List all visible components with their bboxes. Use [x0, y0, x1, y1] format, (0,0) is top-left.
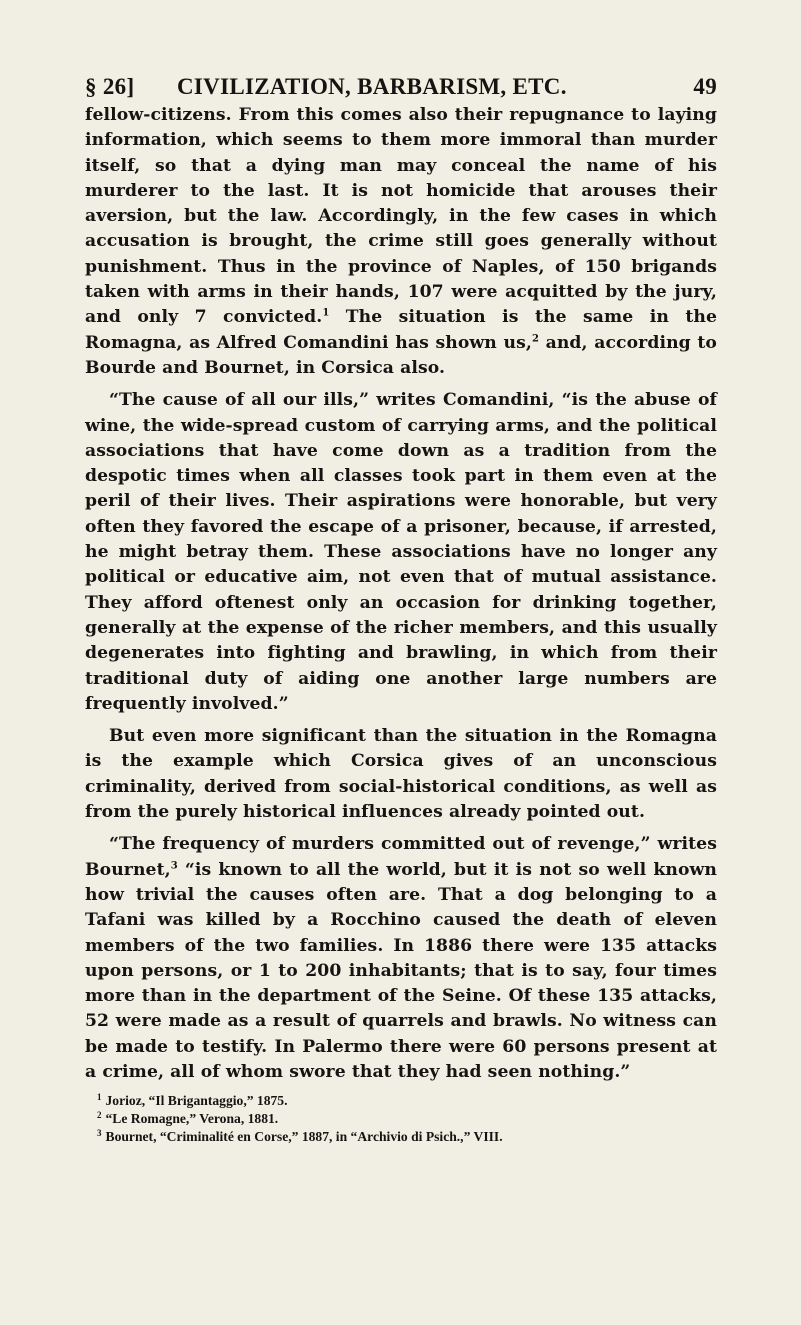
running-header	[85, 62, 717, 98]
footnote-reference[interactable]: 2	[531, 332, 539, 344]
footnotes	[85, 1092, 717, 1146]
paragraph-text: and, according to Bourde and Bournet, in Corsica also.	[85, 332, 717, 378]
footnote	[85, 1110, 717, 1128]
footnote	[85, 1092, 717, 1110]
paragraph-text: “The frequency of murders committed out of revenge,” writes Bournet,	[85, 834, 717, 880]
section-marker: § 26]	[85, 74, 135, 99]
paragraph	[85, 103, 717, 381]
footnote-text: Bournet, “Criminalité en Corse,” 1887, in “Archivio di Psich.,” VIII.	[105, 1129, 503, 1145]
footnote-mark: 3	[97, 1127, 102, 1138]
paragraph-text: fellow-citizens. From this comes also their repugnance to laying information, which seems to them more immoral than murder itself, so that a dying man may conceal the name of his murderer to the last. It is not homicide that arouses their aversion, but the law. Accordingly, in the few cases in which accusation is brought, the crime still goes generally without punishment. Thus in the province of Naples, of 150 brigands taken with arms in their hands, 107 were acquitted by the jury, and only 7 convicted.	[85, 105, 717, 328]
footnote-reference[interactable]: 3	[170, 859, 178, 871]
footnote-reference[interactable]: 1	[322, 307, 330, 319]
paragraph-text: “is known to all the world, but it is not so well known how trivial the causes often are. That a dog belonging to a Tafani was killed by a Rocchino caused the death of eleven members of the two families. In 1886 there were 135 attacks upon persons, or 1 to 200 inhabitants; that is to say, four times more than in the department of the Seine. Of these 135 attacks, 52 were made as a result of quarrels and brawls. No witness can be made to testify. In Palermo there were 60 persons present at a crime, all of whom swore that they had seen nothing.”	[85, 859, 717, 1082]
paragraph	[85, 388, 717, 717]
paragraph-text: “The cause of all our ills,” writes Comandini, “is the abuse of wine, the wide-spread custom of carrying arms, and the political associations that have come down as a tradition from the despotic times when all classes took part in them even at the peril of their lives. Their aspirations were honorable, but very often they favored the escape of a prisoner, because, if arrested, he might betray them. These associations have no longer any political or educative aim, not even that of mutual assistance. They afford oftenest only an occasion for drinking together, generally at the expense of the richer members, and this usually degenerates into fighting and brawling, in which from their traditional duty of aiding one another large numbers are frequently involved.”	[85, 390, 717, 714]
running-title: CIVILIZATION, BARBARISM, ETC.	[177, 74, 567, 99]
footnote-text: Jorioz, “Il Brigantaggio,” 1875.	[105, 1093, 288, 1109]
paragraph	[85, 724, 717, 825]
footnote-mark: 2	[97, 1109, 102, 1120]
footnote-mark: 1	[97, 1091, 102, 1102]
paragraph-text: But even more significant than the situation in the Romagna is the example which Corsica gives of an unconscious criminality, derived from social-historical conditions, as well as from the purely historical influences already pointed out.	[85, 726, 717, 823]
book-page	[85, 62, 717, 1146]
paragraph-text: The situation is the same in the Romagna, as Alfred Comandini has shown us,	[85, 307, 717, 353]
footnote	[85, 1128, 717, 1146]
body-text	[85, 103, 717, 1085]
page-number: 49	[693, 74, 717, 99]
paragraph	[85, 832, 717, 1085]
footnote-text: “Le Romagne,” Verona, 1881.	[105, 1111, 279, 1127]
